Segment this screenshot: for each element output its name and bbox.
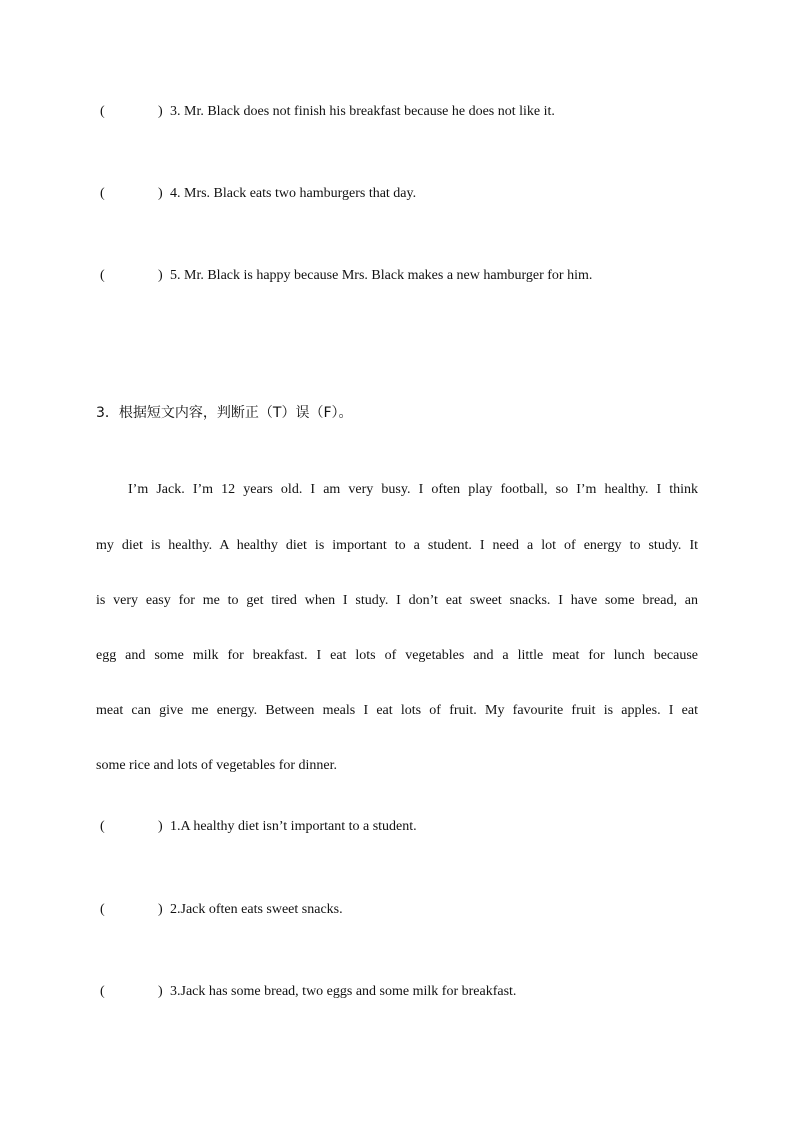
section-heading: 3．根据短文内容，判断正（T）误（F）。 [96, 405, 353, 421]
answer-blank-open[interactable]: ( [100, 104, 105, 119]
passage-line: I’m Jack. I’m 12 years old. I am very busy. I often play football, so I’m healthy. I think [128, 482, 698, 497]
answer-blank-close: ) [158, 104, 163, 119]
answer-blank-open[interactable]: ( [100, 902, 105, 917]
passage-line: some rice and lots of vegetables for dinner. [96, 758, 338, 773]
question-text: 1.A healthy diet isn’t important to a student. [170, 819, 417, 834]
question-item [100, 267, 592, 285]
question-text: 4. Mrs. Black eats two hamburgers that day. [170, 186, 417, 201]
question-item [100, 185, 416, 203]
question-item [100, 901, 343, 919]
answer-blank-open[interactable]: ( [100, 268, 105, 283]
answer-blank-close: ) [158, 984, 163, 999]
question-item [100, 818, 417, 836]
passage-line: egg and some milk for breakfast. I eat lots of vegetables and a little meat for lunch because [96, 648, 698, 663]
passage-line: my diet is healthy. A healthy diet is important to a student. I need a lot of energy to study. It [96, 538, 698, 553]
answer-blank-close: ) [158, 819, 163, 834]
question-text: 3.Jack has some bread, two eggs and some milk for breakfast. [170, 984, 517, 999]
answer-blank-close: ) [158, 186, 163, 201]
answer-blank-close: ) [158, 902, 163, 917]
question-item [100, 983, 516, 1001]
answer-blank-open[interactable]: ( [100, 819, 105, 834]
question-text: 3. Mr. Black does not finish his breakfast because he does not like it. [170, 104, 555, 119]
passage-line: meat can give me energy. Between meals I eat lots of fruit. My favourite fruit is apples. I eat [96, 703, 698, 718]
question-text: 5. Mr. Black is happy because Mrs. Black makes a new hamburger for him. [170, 268, 593, 283]
answer-blank-close: ) [158, 268, 163, 283]
answer-blank-open[interactable]: ( [100, 186, 105, 201]
answer-blank-open[interactable]: ( [100, 984, 105, 999]
passage-line: is very easy for me to get tired when I study. I don’t eat sweet snacks. I have some bread, an [96, 593, 698, 608]
question-item [100, 103, 555, 121]
question-text: 2.Jack often eats sweet snacks. [170, 902, 343, 917]
